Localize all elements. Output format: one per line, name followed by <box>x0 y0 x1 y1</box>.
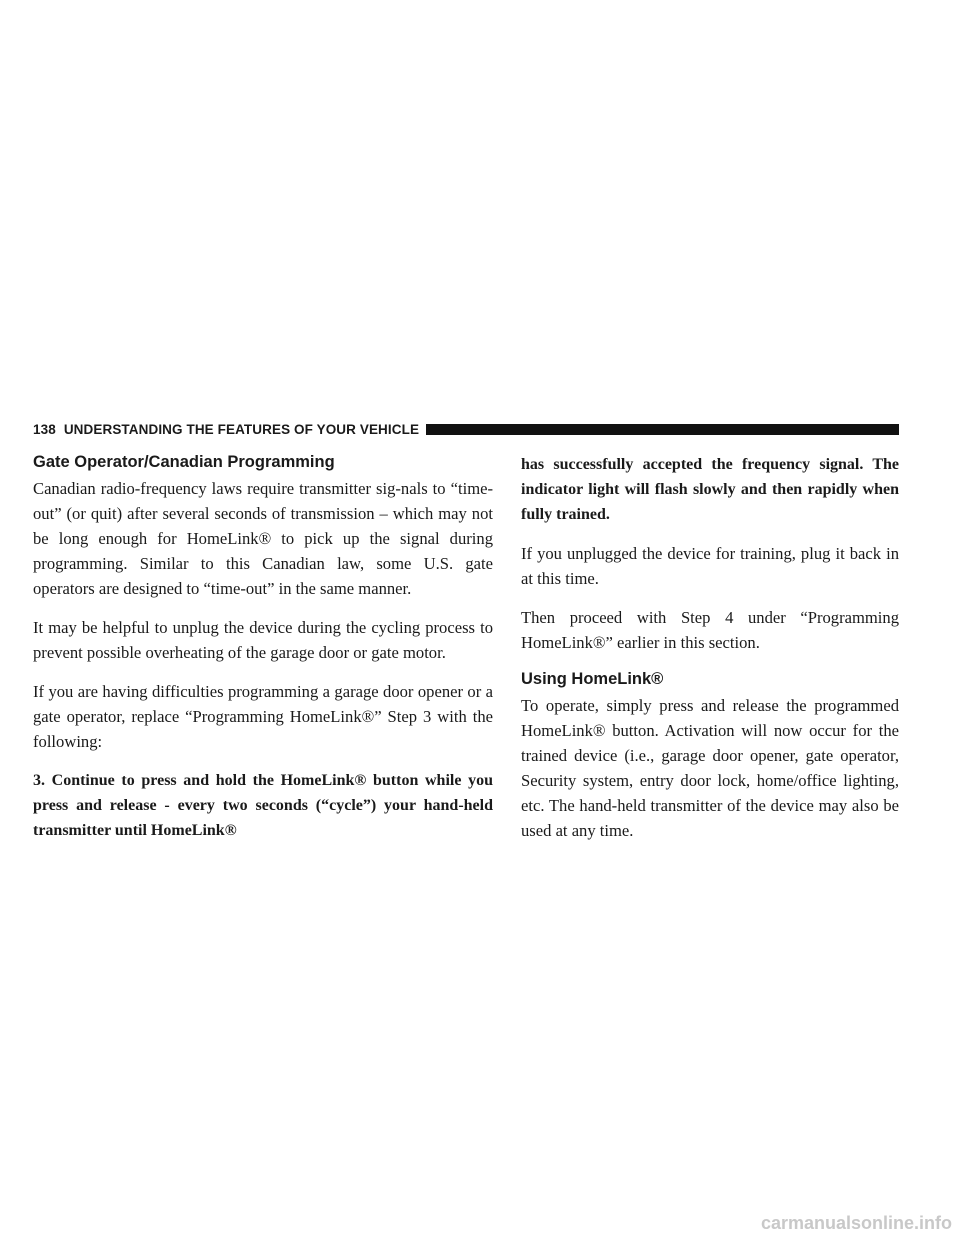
page-number: 138 <box>33 421 56 437</box>
left-column <box>33 452 493 857</box>
paragraph-plug-back: If you unplugged the device for training, plug it back in at this time. <box>521 544 899 588</box>
section-heading-gate-operator: Gate Operator/Canadian Programming <box>33 453 335 471</box>
right-column <box>521 452 899 857</box>
paragraph-proceed-step-4: Then proceed with Step 4 under “Programming HomeLink®” earlier in this section. <box>521 608 899 652</box>
paragraph-operate: To operate, simply press and release the programmed HomeLink® button. Activation will now occur for the trained device (i.e., garage door opener, gate operator, Security system, entry door lock, home/office lighting, etc. The hand-held transmitter of the device may also be used at any time. <box>521 696 899 840</box>
section-title: UNDERSTANDING THE FEATURES OF YOUR VEHICLE <box>63 421 420 437</box>
page-header <box>33 419 899 439</box>
paragraph-unplug-device: It may be helpful to unplug the device during the cycling process to prevent possible overheating of the garage door or gate motor. <box>33 618 493 662</box>
section-heading-using-homelink: Using HomeLink® <box>521 670 664 688</box>
paragraph-difficulties: If you are having difficulties programming a garage door opener or a gate operator, replace “Programming HomeLink®” Step 3 with the following: <box>33 682 493 751</box>
watermark: carmanualsonline.info <box>760 1213 952 1233</box>
header-bar <box>426 424 899 435</box>
paragraph-step-3-continued: has successfully accepted the frequency signal. The indicator light will flash slowly and then rapidly when fully trained. <box>521 456 899 523</box>
paragraph-step-3: 3. Continue to press and hold the HomeLink® button while you press and release - every two seconds (“cycle”) your hand-held transmitter until HomeLink® <box>33 772 493 839</box>
paragraph-canadian-laws: Canadian radio-frequency laws require transmitter sig-nals to “time-out” (or quit) after several seconds of transmission – which may not be long enough for HomeLink® to pick up the signal during programming. Similar to this Canadian law, some U.S. gate operators are designed to “time-out” in the same manner. <box>33 479 493 598</box>
header-text <box>33 422 419 437</box>
